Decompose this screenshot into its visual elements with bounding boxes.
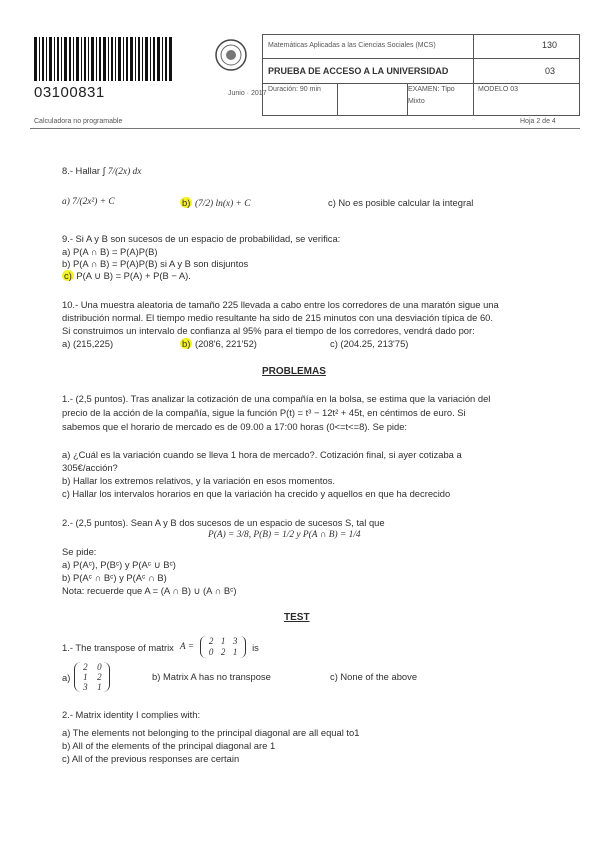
q8-integrand: 7/(2x) dx	[107, 167, 142, 177]
t1-a-matrix-cell: 2	[97, 672, 102, 682]
t1-matrix	[200, 636, 246, 658]
q8-option-b	[180, 196, 251, 211]
seal-icon	[214, 38, 248, 72]
q10-option-b-label: b)	[182, 338, 191, 349]
q10-line-2: distribución normal. El tiempo medio resultante ha sido de 215 minutos con una desviación típica de 60.	[62, 312, 493, 323]
q10-line-1: 10.- Una muestra aleatoria de tamaño 225 llevada a cabo entre los corredores de una maratón sigue una	[62, 299, 499, 310]
q8-option-b-text: (7/2) ln(x) + C	[194, 199, 251, 209]
t1-statement	[62, 636, 259, 658]
t1-text: 1.- The transpose of matrix	[62, 641, 174, 653]
t2-option-a: a) The elements not belonging to the principal diagonal are all equal to1	[62, 727, 360, 738]
p1-line-2: precio de la acción de la compañía, sigue la función P(t) = t³ − 12t² + 45t, en céntimos de euro. Si	[62, 407, 466, 418]
session-date: Junio · 2017	[228, 90, 267, 97]
subject-name: Matemáticas Aplicadas a las Ciencias Sociales (MCS)	[268, 42, 436, 49]
q8-option-b-label: b)	[182, 197, 191, 208]
t1-a-matrix-cell: 1	[83, 672, 88, 682]
exam-title: PRUEBA DE ACCESO A LA UNIVERSIDAD	[268, 66, 449, 76]
q9-option-a: a) P(A ∩ B) = P(A)P(B)	[62, 246, 158, 257]
q9-option-c-label: c)	[64, 270, 72, 281]
t1-option-a-matrix	[74, 662, 110, 692]
t1-matrix-cell: 3	[232, 636, 238, 646]
p2-line-1: 2.- (2,5 puntos). Sean A y B dos sucesos de un espacio de sucesos S, tal que	[62, 517, 385, 528]
p2-part-b: b) P(Aᶜ ∩ Bᶜ) y P(Aᶜ ∩ B)	[62, 572, 167, 583]
subject-code: 130	[542, 40, 558, 50]
t1-a-matrix-cell: 0	[97, 662, 102, 672]
duration: Duración: 90 min	[268, 86, 321, 93]
q8-prefix: 8.- Hallar ∫	[62, 165, 106, 176]
exam-code: 03	[545, 66, 556, 76]
problemas-title: PROBLEMAS	[262, 366, 326, 377]
t1-suffix: is	[252, 641, 259, 653]
t1-option-c: c) None of the above	[330, 671, 418, 682]
exam-type-label: EXAMEN: Tipo	[408, 86, 455, 93]
t2-option-b: b) All of the elements of the principal diagonal are 1	[62, 740, 276, 751]
university-seal	[214, 38, 248, 72]
p1-part-a-2: 305€/acción?	[62, 462, 118, 473]
q9-option-c	[62, 269, 191, 282]
exam-type-value: Mixto	[408, 98, 425, 105]
t1-a-matrix-cell: 2	[83, 662, 88, 672]
q10-option-a: a) (215,225)	[62, 338, 114, 349]
p1-part-c: c) Hallar los intervalos horarios en que la variación ha crecido y aquellos en que ha decrecido	[62, 488, 451, 499]
t2-statement: 2.- Matrix identity I complies with:	[62, 709, 201, 720]
q8-option-c: c) No es posible calcular la integral	[328, 197, 474, 208]
p1-line-1: 1.- (2,5 puntos). Tras analizar la cotización de una compañía en la bolsa, se estima que la variación del	[62, 393, 491, 404]
q8-statement	[62, 164, 141, 179]
p2-formula: P(A) = 3/8, P(B) = 1/2 y P(A ∩ B) = 1/4	[208, 530, 361, 540]
t1-a-matrix-cell: 1	[97, 682, 102, 692]
t1-matrix-cell: 1	[220, 636, 226, 646]
q9-option-b: b) P(A ∩ B) = P(A)P(B) si A y B son disjuntos	[62, 258, 249, 269]
test-title: TEST	[284, 612, 310, 623]
t1-matrix-cell: 2	[208, 636, 214, 646]
header-rule	[30, 128, 580, 129]
t1-option-a-label: a)	[62, 671, 71, 683]
q10-option-b-text: (208'6, 221'52)	[194, 338, 257, 349]
p2-se-pide: Se pide:	[62, 546, 97, 557]
p1-part-a-1: a) ¿Cuál es la variación cuando se lleva 1 hora de mercado?. Cotización final, si ayer cotizaba a	[62, 449, 462, 460]
barcode-graphic	[34, 37, 174, 81]
t1-option-a	[62, 662, 110, 692]
page-number: Hoja 2 de 4	[520, 118, 556, 125]
p1-line-3: sabemos que el horario de mercado es de 09.00 a 17:00 horas (0<=t<=8). Se pide:	[62, 421, 408, 432]
q9-option-c-text: P(A ∪ B) = P(A) + P(B − A).	[76, 270, 191, 281]
p2-note: Nota: recuerde que A = (A ∩ B) ∪ (A ∩ Bᶜ)	[62, 585, 237, 596]
barcode	[34, 37, 174, 81]
t1-matrix-cell: 0	[208, 647, 214, 657]
t1-option-b: b) Matrix A has no transpose	[152, 671, 271, 682]
p1-part-b: b) Hallar los extremos relativos, y la variación en esos momentos.	[62, 475, 336, 486]
q9-statement: 9.- Si A y B son sucesos de un espacio de probabilidad, se verifica:	[62, 233, 341, 244]
p2-part-a: a) P(Aᶜ), P(Bᶜ) y P(Aᶜ ∪ Bᶜ)	[62, 559, 176, 570]
q8-option-a: a) 7/(2x²) + C	[62, 197, 115, 207]
t1-matrix-cell: 2	[220, 647, 226, 657]
t1-matrix-cell: 1	[232, 647, 238, 657]
t1-a-matrix-cell: 3	[83, 682, 88, 692]
t2-option-c: c) All of the previous responses are certain	[62, 753, 240, 764]
calculator-note: Calculadora no programable	[34, 118, 123, 125]
t1-matrix-label: A =	[179, 641, 195, 652]
q10-option-b	[180, 337, 257, 350]
q10-option-c: c) (204.25, 213'75)	[330, 338, 409, 349]
model: MODELO 03	[478, 86, 519, 93]
q10-line-3: Si construimos un intervalo de confianza al 95% para el tiempo de los corredores, vendrá dado por:	[62, 325, 475, 336]
barcode-number: 03100831	[34, 84, 105, 101]
